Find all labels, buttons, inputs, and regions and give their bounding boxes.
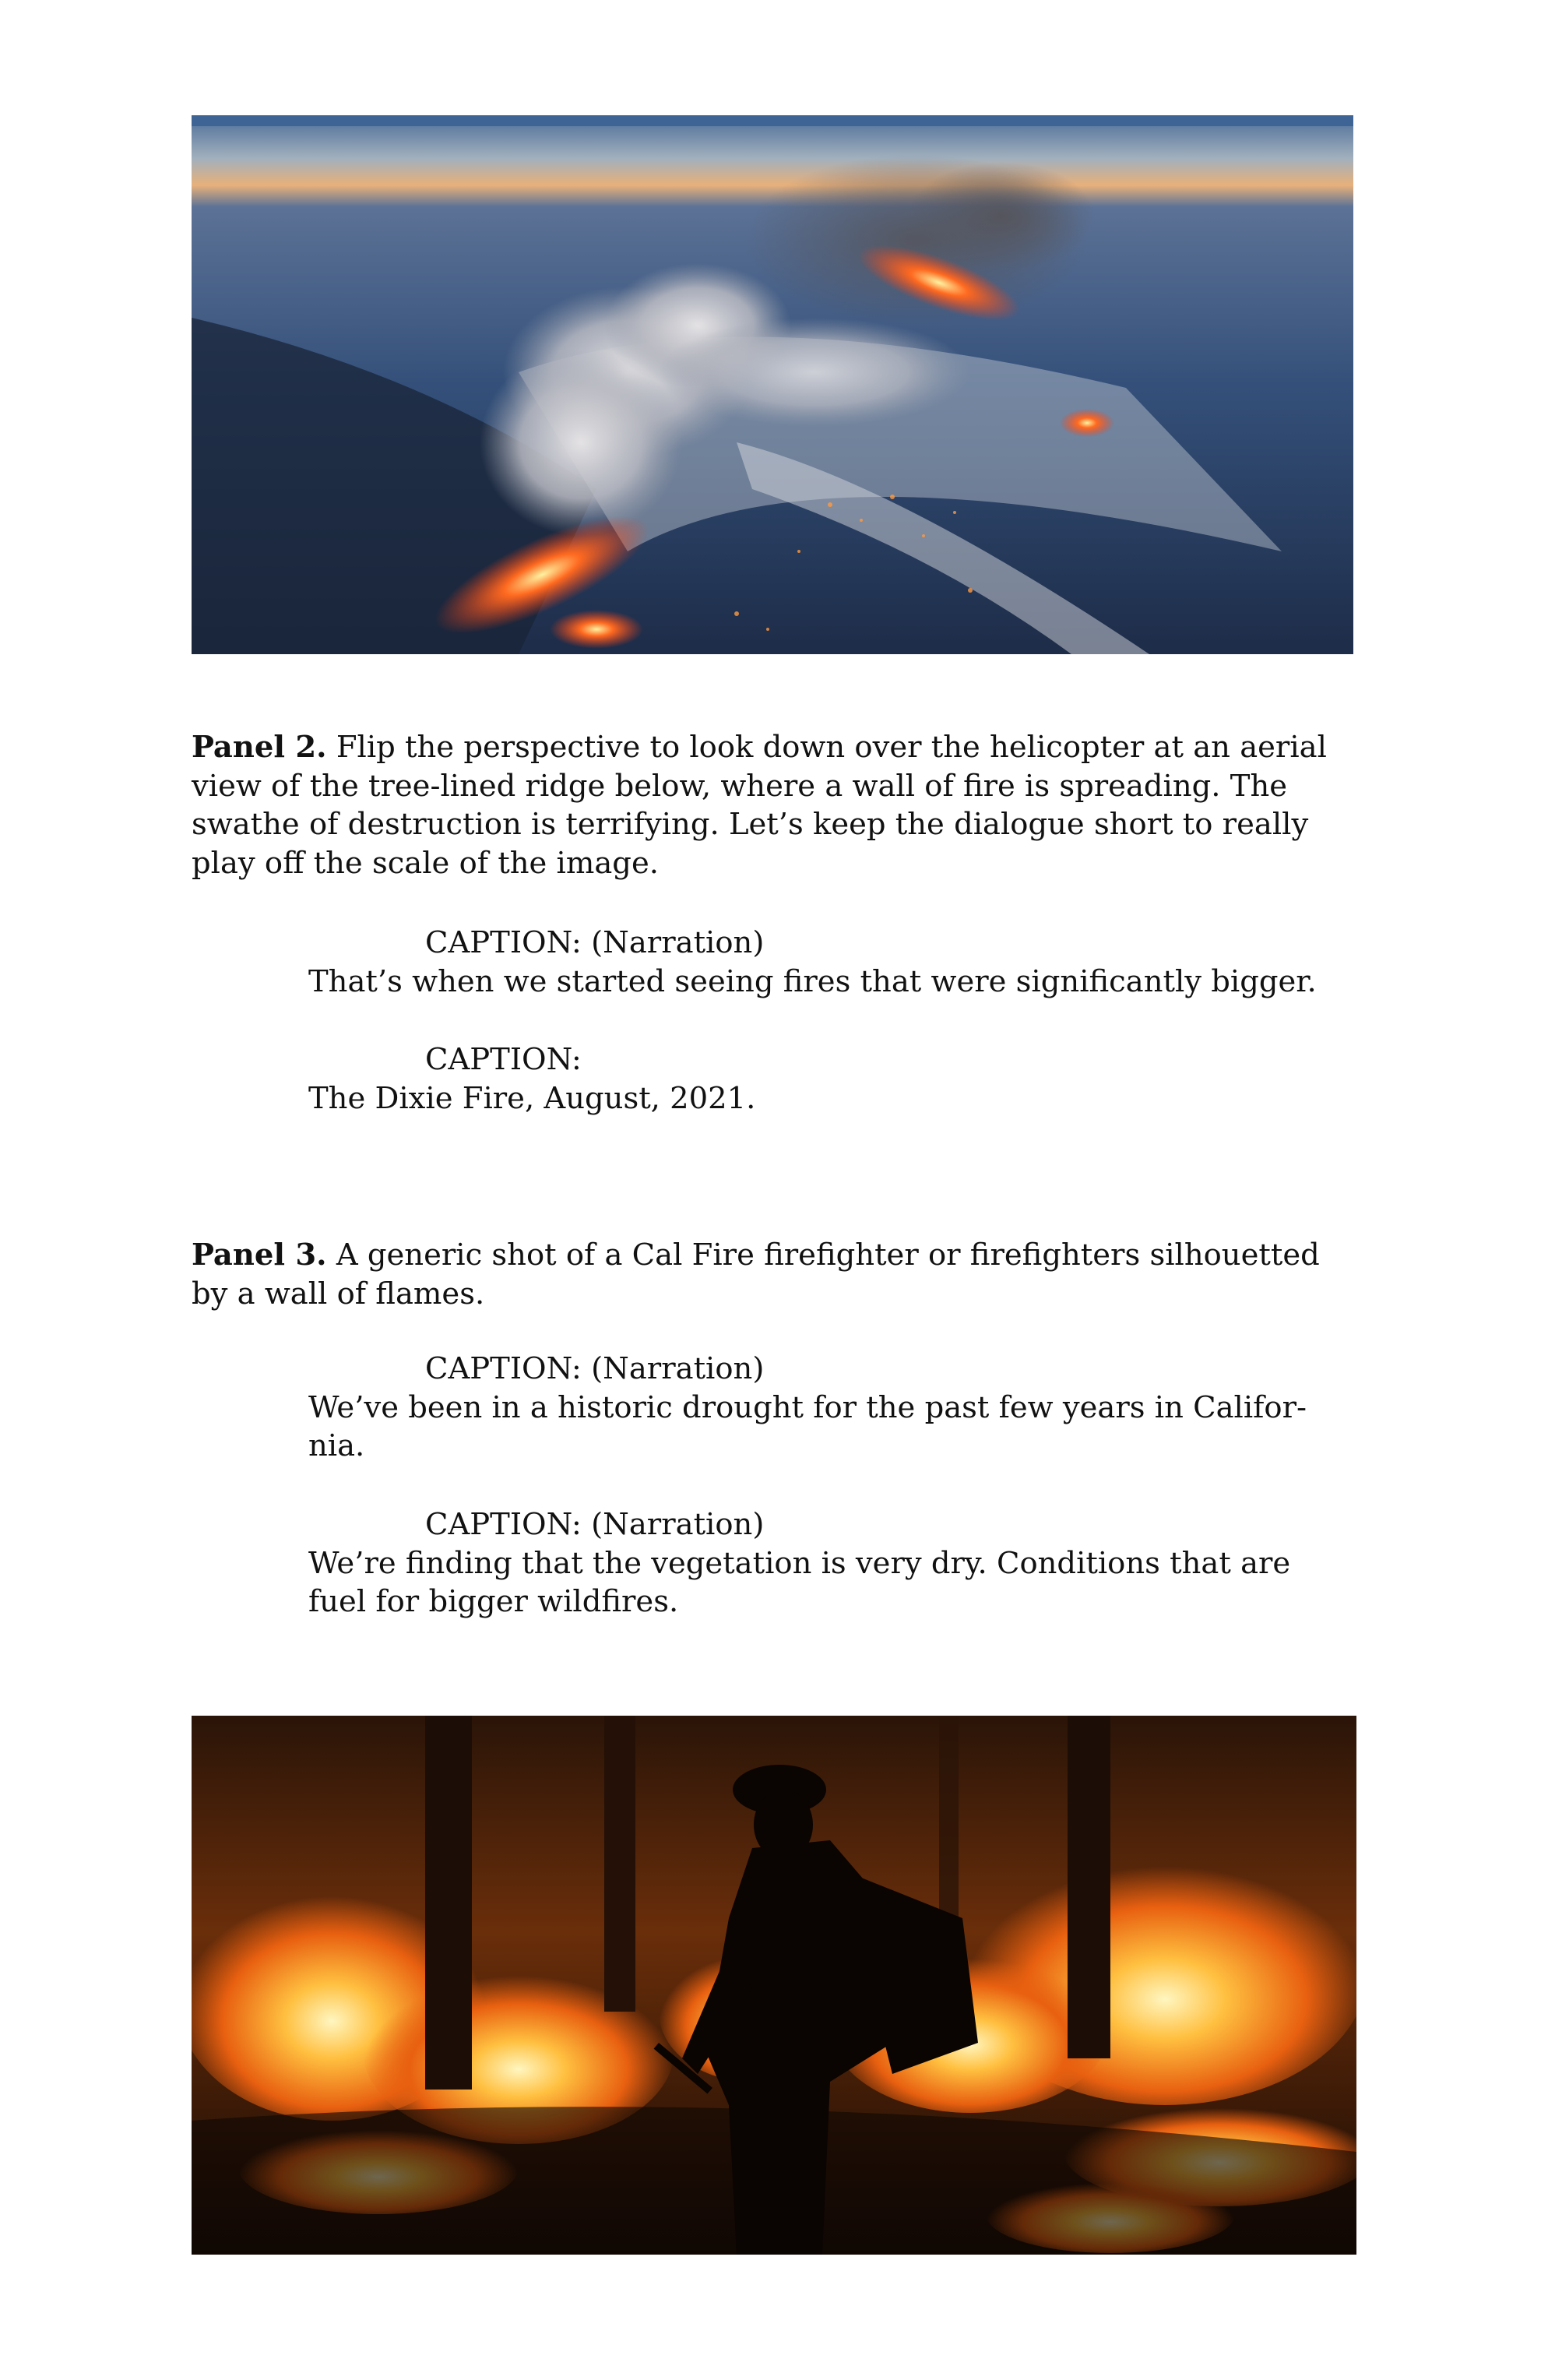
panel-3-caption-1	[308, 1350, 1352, 1466]
caption-label: CAPTION: (Narration)	[425, 1507, 765, 1542]
caption-label: CAPTION:	[425, 1042, 582, 1077]
caption-text: We’ve been in a historic drought for the past few years in Califor-nia.	[308, 1389, 1307, 1463]
caption-label: CAPTION: (Narration)	[425, 925, 765, 960]
caption-text: That’s when we started seeing fires that were significantly bigger.	[308, 963, 1317, 999]
panel-2-heading: Panel 2.	[192, 730, 327, 765]
firefighter-photo	[192, 1716, 1356, 2255]
aerial-fire-photo	[192, 115, 1353, 654]
panel-3-text: A generic shot of a Cal Fire firefighter or firefighters silhouetted by a wall of flames.	[192, 1238, 1320, 1311]
panel-3-caption-2	[308, 1505, 1352, 1621]
panel-3-heading: Panel 3.	[192, 1238, 327, 1273]
panel-2-text: Flip the perspective to look down over the helicopter at an aerial view of the tree-lined ridge below, where a wall of fire is spreading. The swathe of destruction is terrifying. Let’s keep the dialogue short to really play off the scale of the image.	[192, 730, 1327, 881]
caption-label: CAPTION: (Narration)	[425, 1351, 765, 1386]
panel-2-caption-1	[308, 924, 1352, 1001]
panel-3-description	[192, 1236, 1360, 1313]
panel-2-caption-2	[308, 1040, 1352, 1118]
panel-2-description	[192, 728, 1360, 882]
caption-text: We’re finding that the vegetation is very dry. Conditions that are fuel for bigger wildfires.	[308, 1545, 1291, 1619]
caption-text: The Dixie Fire, August, 2021.	[308, 1080, 756, 1116]
